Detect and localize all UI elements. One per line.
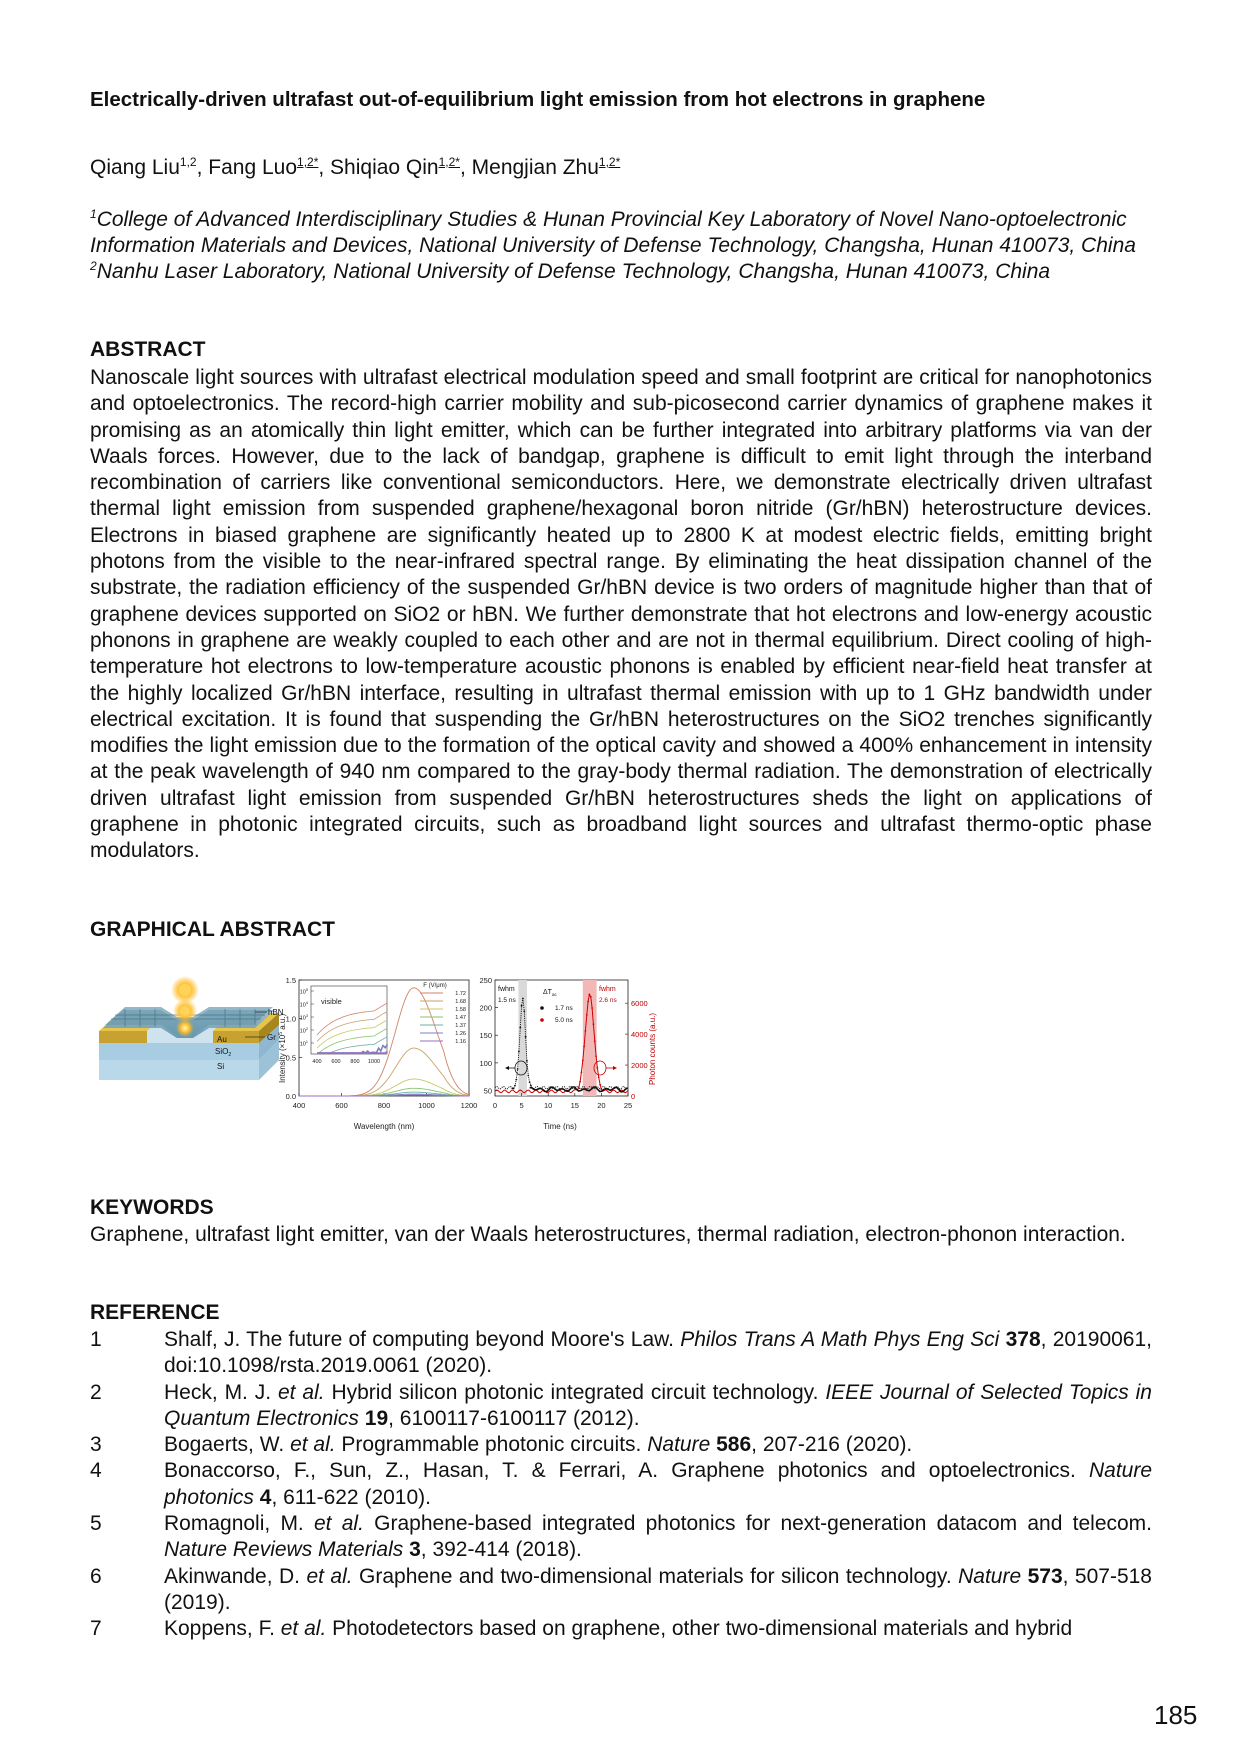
spectrum-xlabel: Wavelength (nm) <box>353 1122 415 1131</box>
author-2: Fang Luo$^{1,2*}$, <box>208 155 331 179</box>
legend-entry: 1.58 <box>455 1007 466 1013</box>
fwhm-black-value: 1.5 ns <box>498 997 516 1004</box>
spectrum-xtick-label: 600 <box>335 1101 348 1110</box>
reference-heading: REFERENCE <box>90 1301 220 1324</box>
reference-text: Koppens, F. et al. Photodetectors based on graphene, other two-dimensional materials and hybrid <box>164 1617 1073 1641</box>
legend-red-value: 5.0 ns <box>555 1017 573 1024</box>
si-label: Si <box>217 1062 225 1071</box>
time-ytick-label: 150 <box>479 1031 492 1041</box>
reference-number: 4 <box>90 1459 102 1483</box>
reference-text: Romagnoli, M. et al. Graphene-based integrated photonics for next-generation datacom and telecom. Nature Reviews Materials 3, 392-414 (2018). <box>164 1512 1152 1562</box>
inset-ytick-label: $10^5$ <box>299 988 308 996</box>
time-right-ytick-label: 6000 <box>631 999 648 1009</box>
legend-entry: 1.72 <box>455 991 466 997</box>
spectrum-ytick-label: 0.0 <box>285 1092 296 1101</box>
spectrum-xtick-label: 1200 <box>460 1101 478 1110</box>
fwhm-red-value: 2.6 ns <box>599 997 617 1004</box>
reference-item <box>90 1616 1152 1642</box>
reference-text: Akinwande, D. et al. Graphene and two-dimensional materials for silicon technology. Nature 573, 507-518 (2019). <box>164 1564 1152 1614</box>
inset-visible-label: visible <box>321 997 342 1006</box>
reference-text: Heck, M. J. et al. Hybrid silicon photonic integrated circuit technology. IEEE Journal of Selected Topics in Quantum Electronics 19, 6100117-6100117 (2012). <box>164 1380 1152 1430</box>
reference-item <box>90 1458 1152 1511</box>
reference-text: Bonaccorso, F., Sun, Z., Hasan, T. & Ferrari, A. Graphene photonics and optoelectronics. Nature photonics 4, 611-622 (2010). <box>164 1459 1152 1509</box>
graphical-abstract-heading: GRAPHICAL ABSTRACT <box>90 918 335 941</box>
device-illustration <box>99 976 284 1080</box>
reference-item <box>90 1511 1152 1564</box>
legend-entry: 1.68 <box>455 999 466 1005</box>
reference-number: 7 <box>90 1617 102 1641</box>
legend-entry: 1.16 <box>455 1039 466 1045</box>
reference-text: Bogaerts, W. et al. Programmable photonic circuits. Nature 586, 207-216 (2020). <box>164 1433 913 1457</box>
inset-ytick-label: $10^4$ <box>299 1001 308 1009</box>
legend-black-value: 1.7 ns <box>555 1005 573 1012</box>
author-4: Mengjian Zhu$^{1,2*}$ <box>471 155 621 179</box>
graphical-abstract-figure <box>95 965 745 1155</box>
affiliations <box>90 207 1152 285</box>
legend-dot-red <box>540 1018 544 1022</box>
spectrum-ytick-label: 0.5 <box>285 1053 296 1063</box>
time-right-ytick-label: 0 <box>631 1092 636 1101</box>
reference-list <box>90 1327 1152 1643</box>
abstract-heading: ABSTRACT <box>90 338 206 361</box>
affiliation-1: $^1$College of Advanced Interdisciplinary Studies & Hunan Provincial Key Laboratory of Novel Nano-optoelectronic Information Materials and Devices, National University of Defense Technology, Changsha, Hunan 410073, China <box>90 207 1136 257</box>
reference-number: 3 <box>90 1433 102 1457</box>
paper-title: Electrically-driven ultrafast out-of-equilibrium light emission from hot electrons in graphene <box>90 88 986 111</box>
time-xtick-label: 0 <box>492 1101 498 1110</box>
author-3: Shiqiao Qin$^{1,2*}$, <box>330 155 472 179</box>
time-chart <box>479 976 657 1131</box>
time-ylabel-right: Photon counts (a.u.) <box>648 1012 657 1085</box>
spectrum-ylabel: Intensity ($\times 10^5$ a.u.) <box>278 1013 287 1083</box>
red-arrowhead <box>613 1066 617 1070</box>
legend-entry: 1.37 <box>455 1023 466 1029</box>
reference-number: 5 <box>90 1512 102 1536</box>
inset-ytick-label: $10^1$ <box>299 1040 308 1048</box>
reference-item <box>90 1564 1152 1617</box>
fwhm-red-label: fwhm <box>599 986 616 993</box>
keywords-heading: KEYWORDS <box>90 1196 214 1219</box>
spectrum-xtick-label: 800 <box>377 1101 391 1110</box>
sio2-label: SiO$_2$ <box>215 1047 232 1058</box>
author-1: Qiang Liu$^{1,2}$, <box>90 155 209 179</box>
reference-item <box>90 1327 1152 1380</box>
time-xtick-label: 5 <box>519 1101 524 1110</box>
time-xtick-label: 25 <box>623 1101 633 1110</box>
spectrum-chart <box>278 976 477 1131</box>
legend-dot-black <box>540 1006 544 1010</box>
gr-label: Gr <box>267 1033 276 1042</box>
inset-ytick-label: $10^3$ <box>299 1014 308 1022</box>
time-ytick-label: 200 <box>479 1003 492 1013</box>
legend-title: F (V/μm) <box>423 983 447 989</box>
black-arrowhead <box>505 1066 509 1070</box>
reference-number: 1 <box>90 1328 102 1351</box>
time-xlabel: Time (ns) <box>543 1122 577 1131</box>
legend-entry: 1.26 <box>455 1031 466 1037</box>
time-ytick-label: 100 <box>479 1058 492 1068</box>
time-right-ytick-label: 4000 <box>631 1030 648 1040</box>
legend-entry: 1.47 <box>455 1015 466 1021</box>
time-right-ytick-label: 2000 <box>631 1061 648 1071</box>
abstract-text: Nanoscale light sources with ultrafast electrical modulation speed and small footprint are critical for nanophotonics and optoelectronics. The record-high carrier mobility and sub-picosecond carrier dynamics of graphene makes it promising as an atomically thin light emitter, which can be further integrated into arbitrary platforms via van der Waals forces. However, due to the lack of bandgap, graphene is difficult to emit light through the interband recombination of carriers like conventional semiconductors. Here, we demonstrate electrically driven ultrafast thermal light emission from suspended graphene/hexagonal boron nitride (Gr/hBN) heterostructure devices. Electrons in biased graphene are significantly heated up to 2800 K at modest electric fields, emitting bright photons from the visible to the near-infrared spectral range. By eliminating the heat dissipation channel of the substrate, the radiation efficiency of the suspended Gr/hBN device is two orders of magnitude higher than that of graphene devices supported on SiO2 or hBN. We further demonstrate that hot electrons and low-energy acoustic phonons in graphene are weakly coupled to each other and are not in thermal equilibrium. Direct cooling of high-temperature hot electrons to low-temperature acoustic phonons is enabled by efficient near-field heat transfer at the highly localized Gr/hBN interface, resulting in ultrafast thermal emission with up to 1 GHz bandwidth under electrical excitation. It is found that suspending the Gr/hBN heterostructures on the SiO2 trenches significantly modifies the light emission due to the formation of the optical cavity and showed a 400% enhancement in intensity at the peak wavelength of 940 nm compared to the gray-body thermal radiation. The demonstration of electrically driven ultrafast light emission from suspended Gr/hBN heterostructures sheds the light on applications of graphene in photonic integrated circuits, such as broadband light sources and ultrafast thermo-optic phase modulators. <box>90 366 1152 863</box>
hbn-label: hBN <box>268 1008 284 1017</box>
reference-text: Shalf, J. The future of computing beyond Moore's Law. Philos Trans A Math Phys Eng Sci 378, 20190061, doi:10.1098/rsta.2019.0061 (2020). <box>164 1328 1152 1378</box>
keywords-text: Graphene, ultrafast light emitter, van der Waals heterostructures, thermal radiation, electron-phonon interaction. <box>90 1223 1126 1246</box>
au-label: Au <box>217 1035 227 1044</box>
affiliation-2: $^2$Nanhu Laser Laboratory, National University of Defense Technology, Changsha, Hunan 410073, China <box>90 259 1051 283</box>
black-series-line <box>495 999 628 1090</box>
time-xtick-label: 15 <box>570 1101 579 1110</box>
reference-item <box>90 1432 1152 1458</box>
inset-ytick-label: $10^2$ <box>299 1027 308 1035</box>
delta-t-label: $\Delta T_{ac}$ <box>543 989 557 997</box>
spectrum-xtick-label: 1000 <box>418 1101 435 1110</box>
fwhm-black-label: fwhm <box>498 986 515 993</box>
reference-number: 6 <box>90 1564 102 1588</box>
inset-xtick-label: 400 <box>312 1059 322 1065</box>
reference-item <box>90 1380 1152 1433</box>
inset-xtick-label: 1000 <box>367 1059 381 1065</box>
time-ytick-label: 250 <box>479 976 492 985</box>
author-list <box>90 156 620 180</box>
time-xtick-label: 20 <box>597 1101 606 1110</box>
spectrum-xtick-label: 400 <box>292 1101 306 1110</box>
inset-xtick-label: 600 <box>331 1059 341 1065</box>
spectrum-ytick-label: 1.0 <box>285 1014 296 1024</box>
time-xtick-label: 10 <box>544 1101 553 1110</box>
inset-xtick-label: 800 <box>350 1059 360 1065</box>
spectrum-ytick-label: 1.5 <box>285 976 296 985</box>
page-number: 185 <box>1154 1700 1198 1730</box>
time-ytick-label: 50 <box>483 1086 492 1096</box>
reference-number: 2 <box>90 1380 102 1404</box>
